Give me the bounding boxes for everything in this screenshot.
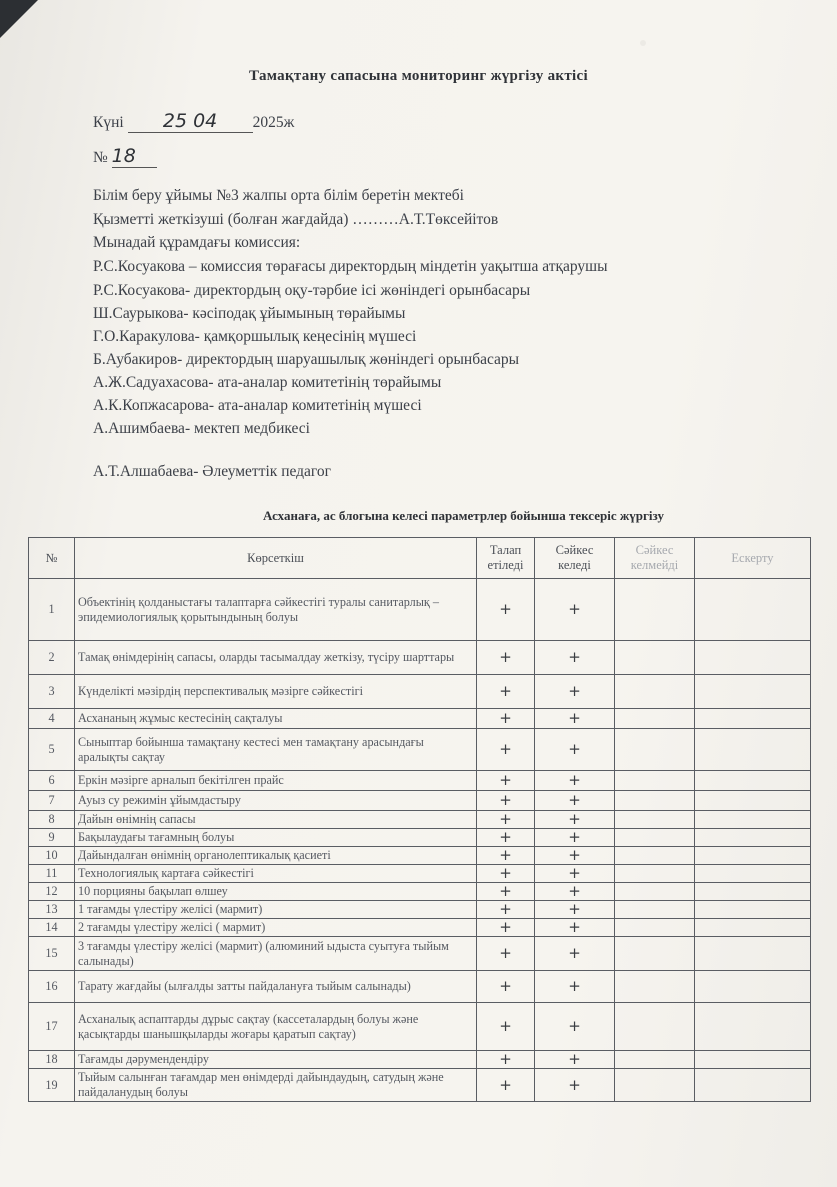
noncompliant-cell [615, 829, 695, 847]
note-cell [695, 937, 811, 971]
row-indicator: Тамақ өнімдерінің сапасы, оларды тасымалдау жеткізу, түсіру шарттары [75, 641, 477, 675]
compliant-mark: + [535, 829, 615, 847]
row-indicator: Дайындалған өнімнің органолептикалық қасиеті [75, 847, 477, 865]
row-number: 13 [29, 901, 75, 919]
note-cell [695, 901, 811, 919]
noncompliant-cell [615, 1069, 695, 1102]
row-number: 4 [29, 709, 75, 729]
noncompliant-cell [615, 847, 695, 865]
inspection-table [28, 537, 811, 1102]
row-indicator: Асханалық аспаптарды дұрыс сақтау (кассеталардың болуы және қасықтарды шанышқыларды жоғары қаратып сақтау) [75, 1003, 477, 1051]
row-indicator: Сыныптар бойынша тамақтану кестесі мен тамақтану арасындағы аралықты сақтау [75, 729, 477, 771]
required-mark: + [477, 971, 535, 1003]
table-row [29, 811, 811, 829]
note-cell [695, 771, 811, 791]
required-mark: + [477, 847, 535, 865]
required-mark: + [477, 675, 535, 709]
note-cell [695, 579, 811, 641]
row-number: 5 [29, 729, 75, 771]
noncompliant-cell [615, 675, 695, 709]
required-mark: + [477, 791, 535, 811]
compliant-mark: + [535, 1051, 615, 1069]
table-row [29, 675, 811, 709]
row-number: 7 [29, 791, 75, 811]
required-mark: + [477, 729, 535, 771]
table-row [29, 919, 811, 937]
table-row [29, 729, 811, 771]
row-number: 18 [29, 1051, 75, 1069]
compliant-mark: + [535, 1069, 615, 1102]
compliant-mark: + [535, 709, 615, 729]
note-cell [695, 811, 811, 829]
commission-member: А.Ашимбаева- мектеп медбикесі [93, 420, 310, 437]
row-indicator: Тыйым салынған тағамдар мен өнімдерді дайындаудың, сатудың және пайдаланудың болуы [75, 1069, 477, 1102]
noncompliant-cell [615, 1003, 695, 1051]
compliant-mark: + [535, 675, 615, 709]
commission-member: Р.С.Косуакова- директордың оқу-тәрбие ісі жөніндегі орынбасары [93, 282, 531, 299]
school-line: Білім беру ұйымы №3 жалпы орта білім беретін мектебі [93, 187, 464, 204]
required-mark: + [477, 829, 535, 847]
noncompliant-cell [615, 937, 695, 971]
note-cell [695, 1003, 811, 1051]
row-indicator: Тарату жағдайы (ылғалды затты пайдалануға тыйым салынады) [75, 971, 477, 1003]
row-indicator: Еркін мәзірге арналып бекітілген прайс [75, 771, 477, 791]
required-mark: + [477, 709, 535, 729]
table-header-row [29, 538, 811, 579]
row-number: 3 [29, 675, 75, 709]
note-cell [695, 971, 811, 1003]
compliant-mark: + [535, 811, 615, 829]
compliant-mark: + [535, 771, 615, 791]
note-cell [695, 883, 811, 901]
note-cell [695, 709, 811, 729]
row-number: 15 [29, 937, 75, 971]
note-cell [695, 829, 811, 847]
required-mark: + [477, 937, 535, 971]
note-cell [695, 1069, 811, 1102]
header-compliant: Сәйкес келеді [535, 538, 615, 579]
compliant-mark: + [535, 919, 615, 937]
table-row [29, 971, 811, 1003]
table-row [29, 791, 811, 811]
row-number: 8 [29, 811, 75, 829]
header-indicator: Көрсеткіш [75, 538, 477, 579]
compliant-mark: + [535, 791, 615, 811]
number-value-field [112, 145, 157, 168]
row-number: 6 [29, 771, 75, 791]
note-cell [695, 1051, 811, 1069]
commission-member: Г.О.Каракулова- қамқоршылық кеңесінің мүшесі [93, 328, 417, 345]
noncompliant-cell [615, 641, 695, 675]
commission-member: Ш.Саурыкова- кәсіподақ ұйымының төрайымы [93, 305, 406, 322]
compliant-mark: + [535, 865, 615, 883]
note-cell [695, 641, 811, 675]
row-number: 14 [29, 919, 75, 937]
row-indicator: 1 тағамды үлестіру желісі (мармит) [75, 901, 477, 919]
noncompliant-cell [615, 579, 695, 641]
table-row [29, 1069, 811, 1102]
compliant-mark: + [535, 729, 615, 771]
table-row [29, 865, 811, 883]
noncompliant-cell [615, 919, 695, 937]
table-row [29, 847, 811, 865]
row-indicator: Күнделікті мәзірдің перспективалық мәзірге сәйкестігі [75, 675, 477, 709]
table-row [29, 829, 811, 847]
header-required: Талап етіледі [477, 538, 535, 579]
compliant-mark: + [535, 1003, 615, 1051]
required-mark: + [477, 1051, 535, 1069]
row-number: 11 [29, 865, 75, 883]
row-indicator: 10 порцияны бақылап өлшеу [75, 883, 477, 901]
number-value: 18 [111, 145, 136, 167]
noncompliant-cell [615, 791, 695, 811]
commission-member: А.Т.Алшабаева- Әлеуметтік педагог [93, 463, 332, 480]
note-cell [695, 791, 811, 811]
required-mark: + [477, 919, 535, 937]
required-mark: + [477, 641, 535, 675]
row-indicator: Асхананың жұмыс кестесінің сақталуы [75, 709, 477, 729]
commission-member: А.Ж.Садуахасова- ата-аналар комитетінің төрайымы [93, 374, 442, 391]
row-indicator: Объектінің қолданыстағы талаптарға сәйкестігі туралы санитарлық – эпидемиологиялық қорытындының болуы [75, 579, 477, 641]
note-cell [695, 865, 811, 883]
note-cell [695, 729, 811, 771]
required-mark: + [477, 811, 535, 829]
row-indicator: Ауыз су режимін ұйымдастыру [75, 791, 477, 811]
date-value-field [128, 110, 253, 133]
noncompliant-cell [615, 901, 695, 919]
commission-member: А.К.Копжасарова- ата-аналар комитетінің мүшесі [93, 397, 422, 414]
row-number: 2 [29, 641, 75, 675]
required-mark: + [477, 1069, 535, 1102]
row-indicator: Тағамды дәрумендендіру [75, 1051, 477, 1069]
noncompliant-cell [615, 709, 695, 729]
noncompliant-cell [615, 971, 695, 1003]
noncompliant-cell [615, 811, 695, 829]
compliant-mark: + [535, 971, 615, 1003]
row-number: 9 [29, 829, 75, 847]
compliant-mark: + [535, 883, 615, 901]
commission-member: Р.С.Косуакова – комиссия төрағасы директордың міндетін уақытша атқарушы [93, 258, 608, 275]
compliant-mark: + [535, 901, 615, 919]
row-number: 10 [29, 847, 75, 865]
row-indicator: 3 тағамды үлестіру желісі (мармит) (алюминий ыдыста суытуға тыйым салынады) [75, 937, 477, 971]
compliant-mark: + [535, 641, 615, 675]
table-row [29, 1051, 811, 1069]
required-mark: + [477, 1003, 535, 1051]
commission-heading: Мынадай құрамдағы комиссия: [93, 234, 301, 251]
table-row [29, 1003, 811, 1051]
table-row [29, 641, 811, 675]
table-row [29, 901, 811, 919]
compliant-mark: + [535, 937, 615, 971]
required-mark: + [477, 771, 535, 791]
page-corner-shadow [0, 0, 38, 38]
date-value: 25 04 [162, 110, 218, 132]
noncompliant-cell [615, 1051, 695, 1069]
required-mark: + [477, 579, 535, 641]
note-cell [695, 919, 811, 937]
table-row [29, 579, 811, 641]
row-indicator: Дайын өнімнің сапасы [75, 811, 477, 829]
number-label: № [93, 149, 108, 166]
row-number: 12 [29, 883, 75, 901]
required-mark: + [477, 865, 535, 883]
note-cell [695, 847, 811, 865]
row-number: 17 [29, 1003, 75, 1051]
noncompliant-cell [615, 865, 695, 883]
row-number: 1 [29, 579, 75, 641]
table-row [29, 709, 811, 729]
row-number: 19 [29, 1069, 75, 1102]
date-label: Күні [93, 114, 124, 131]
header-number: № [29, 538, 75, 579]
note-cell [695, 675, 811, 709]
row-number: 16 [29, 971, 75, 1003]
row-indicator: Технологиялық картаға сәйкестігі [75, 865, 477, 883]
row-indicator: Бақылаудағы тағамның болуы [75, 829, 477, 847]
table-row [29, 883, 811, 901]
date-year: 2025ж [252, 114, 295, 131]
compliant-mark: + [535, 579, 615, 641]
supplier-line: Қызметті жеткізуші (болған жағдайда) ………А.Т.Төксейітов [93, 211, 499, 228]
compliant-mark: + [535, 847, 615, 865]
date-line [93, 110, 294, 133]
dust-speck [640, 40, 646, 46]
table-row [29, 937, 811, 971]
row-indicator: 2 тағамды үлестіру желісі ( мармит) [75, 919, 477, 937]
header-noncompliant: Сәйкес келмейді [615, 538, 695, 579]
number-line [93, 145, 157, 168]
header-note: Ескерту [695, 538, 811, 579]
document-title: Тамақтану сапасына мониторинг жүргізу актісі [249, 68, 588, 84]
noncompliant-cell [615, 771, 695, 791]
required-mark: + [477, 901, 535, 919]
noncompliant-cell [615, 729, 695, 771]
noncompliant-cell [615, 883, 695, 901]
commission-member: Б.Аубакиров- директордың шаруашылық жөніндегі орынбасары [93, 351, 520, 368]
table-row [29, 771, 811, 791]
table-caption: Асханаға, ас блогына келесі параметрлер бойынша тексеріс жүргізу [263, 508, 664, 523]
required-mark: + [477, 883, 535, 901]
